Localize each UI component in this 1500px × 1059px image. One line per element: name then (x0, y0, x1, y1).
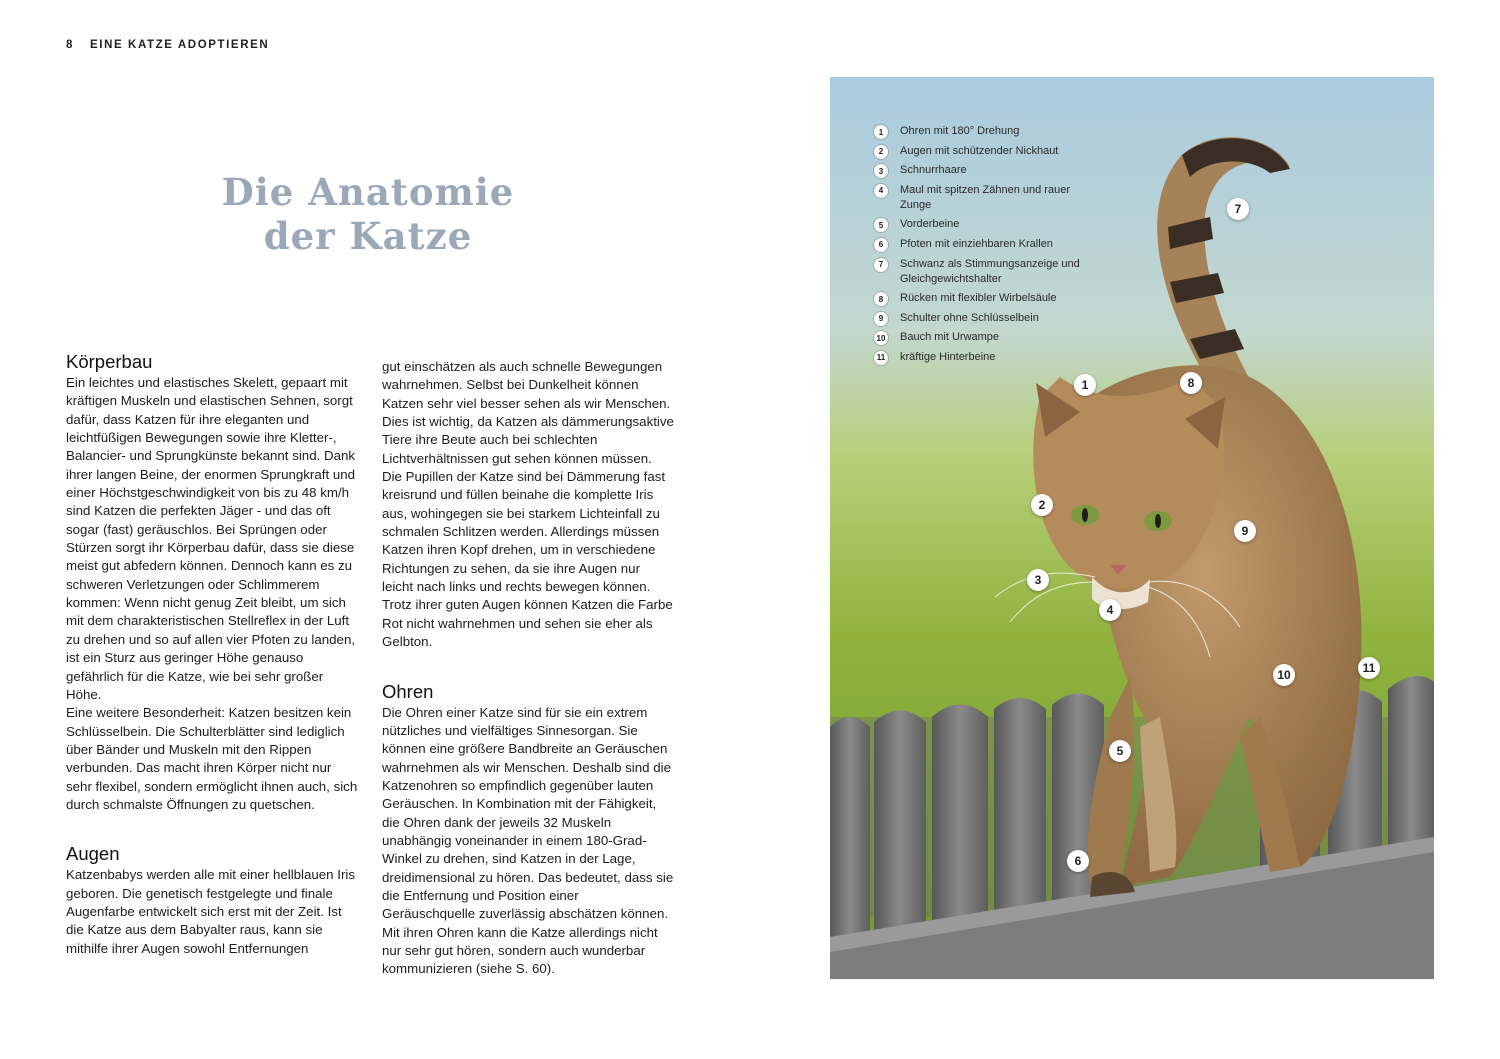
page-title (66, 170, 670, 258)
paragraph-koerperbau-1: Ein leichtes und elastisches Skelett, gepaart mit kräftigen Muskeln und elastischen Sehnen, sorgt dafür, dass Katzen für ihre eleganten und leichtfüßigen Bewegungen sowie ihre Kletter-, Balancier- und Sprungkünste bekannt sind. Dank ihrer langen Beine, der enormen Sprungkraft und einer Höchstgeschwindigkeit von bis zu 48 km/h sind Katzen die perfekten Jäger - und das oft sogar (fast) geräuschlos. Bei Sprüngen oder Stürzen sorgt ihr Körperbau dafür, dass sie diese meist gut abfedern können. Dennoch kann es zu schweren Verletzungen oder Schlimmerem kommen: Wenn nicht genug Zeit bleibt, um sich mit dem charakteristischen Stellreflex in der Luft zu drehen und so auf allen vier Pfoten zu landen, ist ein Sturz aus geringer Höhe genauso gefährlich für die Katze, wie bei sehr großer Höhe. (66, 375, 356, 702)
marker-6: 6 (1067, 850, 1089, 872)
legend-number: 9 (874, 312, 888, 326)
legend-label: Pfoten mit einziehbaren Krallen (900, 237, 1053, 250)
page-number: 8 (66, 39, 74, 51)
marker-5: 5 (1109, 740, 1131, 762)
legend-item (874, 163, 1094, 178)
legend-item (874, 217, 1094, 232)
legend-item (874, 350, 1094, 365)
marker-2: 2 (1031, 494, 1053, 516)
legend-number: 3 (874, 164, 888, 178)
legend-item (874, 311, 1094, 326)
legend-label: Bauch mit Urwampe (900, 331, 1000, 344)
running-head (66, 39, 269, 51)
marker-3: 3 (1027, 569, 1049, 591)
marker-8: 8 (1180, 372, 1202, 394)
paragraph-augen-continued: gut einschätzen als auch schnelle Bewegungen wahrnehmen. Selbst bei Dunkelheit können Katzen sehr viel besser sehen als wir Menschen. Dies ist wichtig, da Katzen als dämmerungsaktive Tiere ihre Beute auch bei schlechten Lichtverhältnissen gut sehen können müssen. Die Pupillen der Katze sind bei Dämmerung fast kreisrund und füllen beinahe die komplette Iris aus, wohingegen sie bei starkem Lichteinfall zu schmalen Schlitzen werden. Allerdings müssen Katzen ihren Kopf drehen, um in verschiedene Richtungen zu sehen, da sie ihre Augen nur leicht nach links und rechts bewegen können. Trotz ihrer guten Augen können Katzen die Farbe Rot nicht wahrnehmen und sehen sie eher als Gelbton. (382, 359, 674, 650)
legend-item (874, 330, 1094, 345)
text-column-right (382, 358, 674, 979)
legend-label: Maul mit spitzen Zähnen und rauer Zunge (900, 183, 1070, 211)
legend-item (874, 144, 1094, 159)
legend-number: 6 (874, 238, 888, 252)
paragraph-ohren-1: Die Ohren einer Katze sind für sie ein extrem nützliches und vielfältiges Sinnesorgan. Sie können eine größere Bandbreite an Geräuschen wahrnehmen als wir Menschen. Deshalb sind die Katzenohren so empfindlich gegenüber lauten Geräuschen. In Kombination mit der Fähigkeit, die Ohren dank der jeweils 32 Muskeln unabhängig voneinander in einem 180-Grad-Winkel zu drehen, sind Katzen in der Lage, dreidimensional zu hören. Das bedeutet, dass sie die Entfernung und Position einer Geräuschquelle zuverlässig abschätzen können. Mit ihren Ohren kann die Katze allerdings nicht nur sehr gut hören, sondern auch wunderbar kommunizieren (siehe S. 60). (382, 704, 674, 977)
section-heading-augen: Augen (66, 843, 120, 865)
section-heading-koerperbau: Körperbau (66, 351, 153, 372)
title-line-2: der Katze (263, 214, 473, 258)
chapter-title: EINE KATZE ADOPTIEREN (90, 39, 270, 51)
legend-item (874, 257, 1094, 287)
legend-number: 1 (874, 125, 888, 139)
legend-number: 5 (874, 218, 888, 232)
paragraph-augen-1: Katzenbabys werden alle mit einer hellblauen Iris geboren. Die genetisch festgelegte und finale Augenfarbe entwickelt sich erst mit der Zeit. Ist die Katze aus dem Babyalter raus, kann sie mithilfe ihrer Augen sowohl Entfernungen (66, 867, 355, 956)
legend-number: 11 (874, 351, 888, 365)
legend-label: Ohren mit 180° Drehung (900, 125, 1020, 137)
marker-9: 9 (1234, 520, 1256, 542)
paragraph-koerperbau-2: Eine weitere Besonderheit: Katzen besitzen kein Schlüsselbein. Die Schulterblätter sind lediglich über Bänder und Muskeln mit den Rippen verbunden. Das macht ihren Körper nicht nur sehr flexibel, sondern ermöglicht ihnen auch, sich durch schmalste Öffnungen zu quetschen. (66, 705, 358, 812)
text-column-left (66, 350, 358, 958)
anatomy-legend (874, 124, 1094, 370)
legend-label: Augen mit schützender Nickhaut (900, 144, 1059, 157)
legend-item (874, 124, 1094, 139)
legend-label: Schnurrhaare (900, 164, 967, 177)
legend-label: Rücken mit flexibler Wirbelsäule (900, 292, 1057, 305)
section-heading-ohren: Ohren (382, 680, 434, 702)
marker-4: 4 (1099, 599, 1121, 621)
legend-label: kräftige Hinterbeine (900, 350, 996, 363)
marker-11: 11 (1358, 657, 1380, 679)
legend-label: Schulter ohne Schlüsselbein (900, 311, 1039, 324)
legend-number: 8 (874, 292, 888, 306)
legend-number: 7 (874, 258, 888, 272)
legend-number: 10 (874, 331, 888, 345)
legend-number: 2 (874, 145, 888, 159)
legend-label: Vorderbeine (900, 218, 960, 231)
marker-1: 1 (1074, 374, 1096, 396)
marker-10: 10 (1273, 664, 1295, 686)
title-line-1: Die Anatomie (221, 170, 515, 214)
legend-item (874, 291, 1094, 306)
legend-label: Schwanz als Stimmungsanzeige und Gleichgewichtshalter (900, 257, 1080, 285)
legend-item (874, 183, 1094, 213)
marker-7: 7 (1227, 198, 1249, 220)
legend-number: 4 (874, 184, 888, 198)
legend-item (874, 237, 1094, 252)
